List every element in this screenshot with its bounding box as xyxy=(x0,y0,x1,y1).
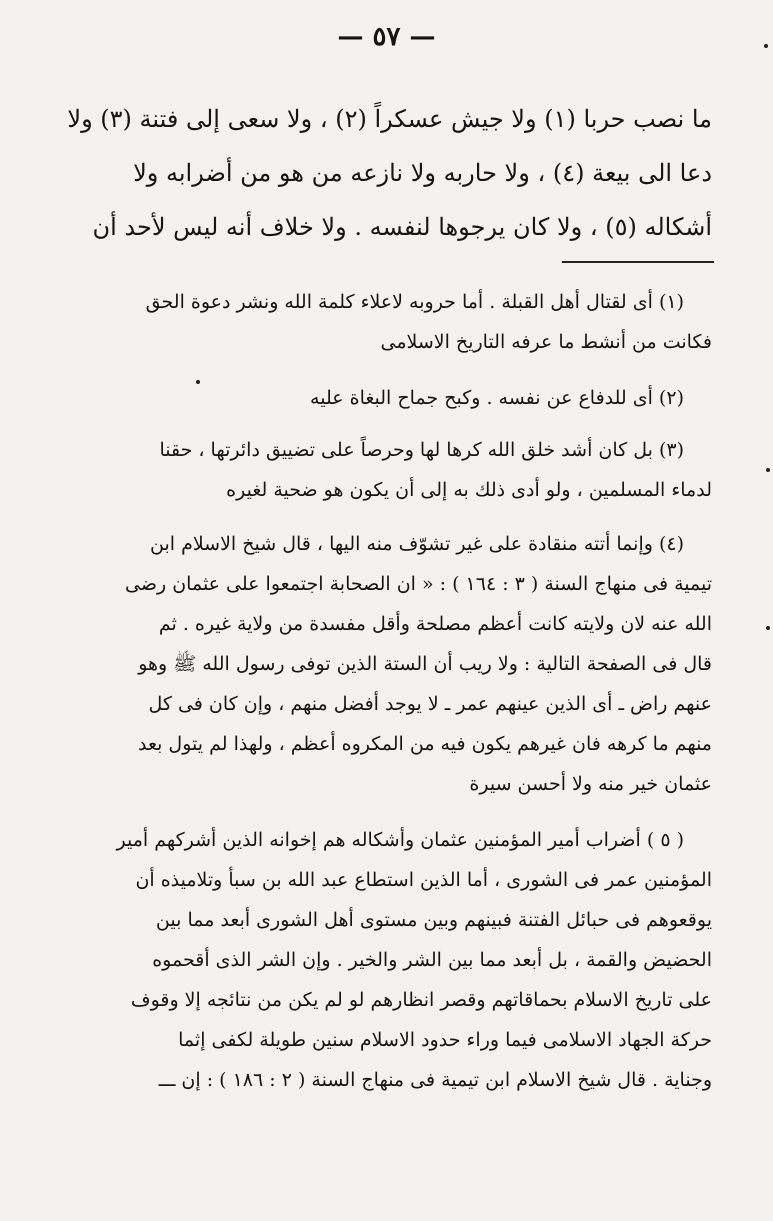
footnote-line: المؤمنين عمر فى الشورى ، أما الذين استطاع عبد الله بن سبأ وتلاميذه أن xyxy=(135,869,712,891)
main-text-line: أشكاله (٥) ، ولا كان يرجوها لنفسه . ولا خلاف أنه ليس لأحد أن xyxy=(92,213,712,241)
footnote-line: ( ٥ ) أضراب أمير المؤمنين عثمان وأشكاله هم إخوانه الذين أشركهم أمير xyxy=(116,829,684,851)
footnote-3 xyxy=(82,430,712,510)
margin-mark xyxy=(764,44,768,48)
main-text-line: دعا الى بيعة (٤) ، ولا حاربه ولا نازعه من هو من أضرابه ولا xyxy=(133,159,712,187)
footnote-line: منهم ما كرهه فان غيرهم يكون فيه من المكروه أعظم ، ولهذا لم يتول بعد xyxy=(137,733,712,755)
footnote-line: (٣) بل كان أشد خلق الله كرها لها وحرصاً على تضييق دائرتها ، حقنا xyxy=(159,439,684,461)
footnote-1 xyxy=(82,282,712,362)
footnote-divider xyxy=(562,261,714,263)
footnote-line: عنهم راض ـ أى الذين عينهم عمر ـ لا يوجد أفضل منهم ، وإن كان فى كل xyxy=(148,693,712,715)
page-number: — ٥٧ — xyxy=(337,22,436,52)
footnote-line: حركة الجهاد الاسلامى فيما وراء حدود الاسلام سنين طويلة لكفى إثما xyxy=(178,1029,712,1051)
footnote-4 xyxy=(82,524,712,804)
footnote-line: على تاريخ الاسلام بحماقاتهم وقصر انظارهم لو لم يكن من نتائجه إلا وقوف xyxy=(130,989,712,1011)
footnote-line: (١) أى لقتال أهل القبلة . أما حروبه لاعلاء كلمة الله ونشر دعوة الحق xyxy=(145,291,684,313)
footnote-line: تيمية فى منهاج السنة ( ٣ : ١٦٤ ) : « ان الصحابة اجتمعوا على عثمان رضى xyxy=(125,573,712,595)
footnote-line: وجناية . قال شيخ الاسلام ابن تيمية فى منهاج السنة ( ٢ : ١٨٦ ) : إن ـــ xyxy=(158,1069,712,1091)
footnote-line: الله عنه لان ولايته كانت أعظم مصلحة وأقل مفسدة من ولاية غيره . ثم xyxy=(158,613,712,635)
footnote-2 xyxy=(82,378,712,418)
footnote-line: عثمان خير منه ولا أحسن سيرة xyxy=(469,773,712,795)
margin-mark xyxy=(766,626,770,630)
print-speck xyxy=(196,380,200,384)
footnote-line: (٤) وإنما أتته منقادة على غير تشوّف منه اليها ، قال شيخ الاسلام ابن xyxy=(150,533,684,555)
footnote-line: الحضيض والقمة ، بل أبعد مما بين الشر والخير . وإن الشر الذى أقحموه xyxy=(152,949,712,971)
main-body-text xyxy=(67,92,712,254)
footnote-line: فكانت من أنشط ما عرفه التاريخ الاسلامى xyxy=(380,331,712,353)
footnote-line: قال فى الصفحة التالية : ولا ريب أن الستة الذين توفى رسول الله ﷺ وهو xyxy=(138,653,712,675)
footnote-line: (٢) أى للدفاع عن نفسه . وكبح جماح البغاة عليه xyxy=(310,387,684,409)
footnote-line: يوقعوهم فى حبائل الفتنة فبينهم وبين مستوى أهل الشورى أبعد مما بين xyxy=(155,909,712,931)
footnote-5 xyxy=(82,820,712,1100)
main-text-line: ما نصب حربا (١) ولا جيش عسكراً (٢) ، ولا سعى إلى فتنة (٣) ولا xyxy=(67,105,712,133)
footnote-line: لدماء المسلمين ، ولو أدى ذلك به إلى أن يكون هو ضحية لغيره xyxy=(226,479,712,501)
margin-mark xyxy=(766,468,770,472)
